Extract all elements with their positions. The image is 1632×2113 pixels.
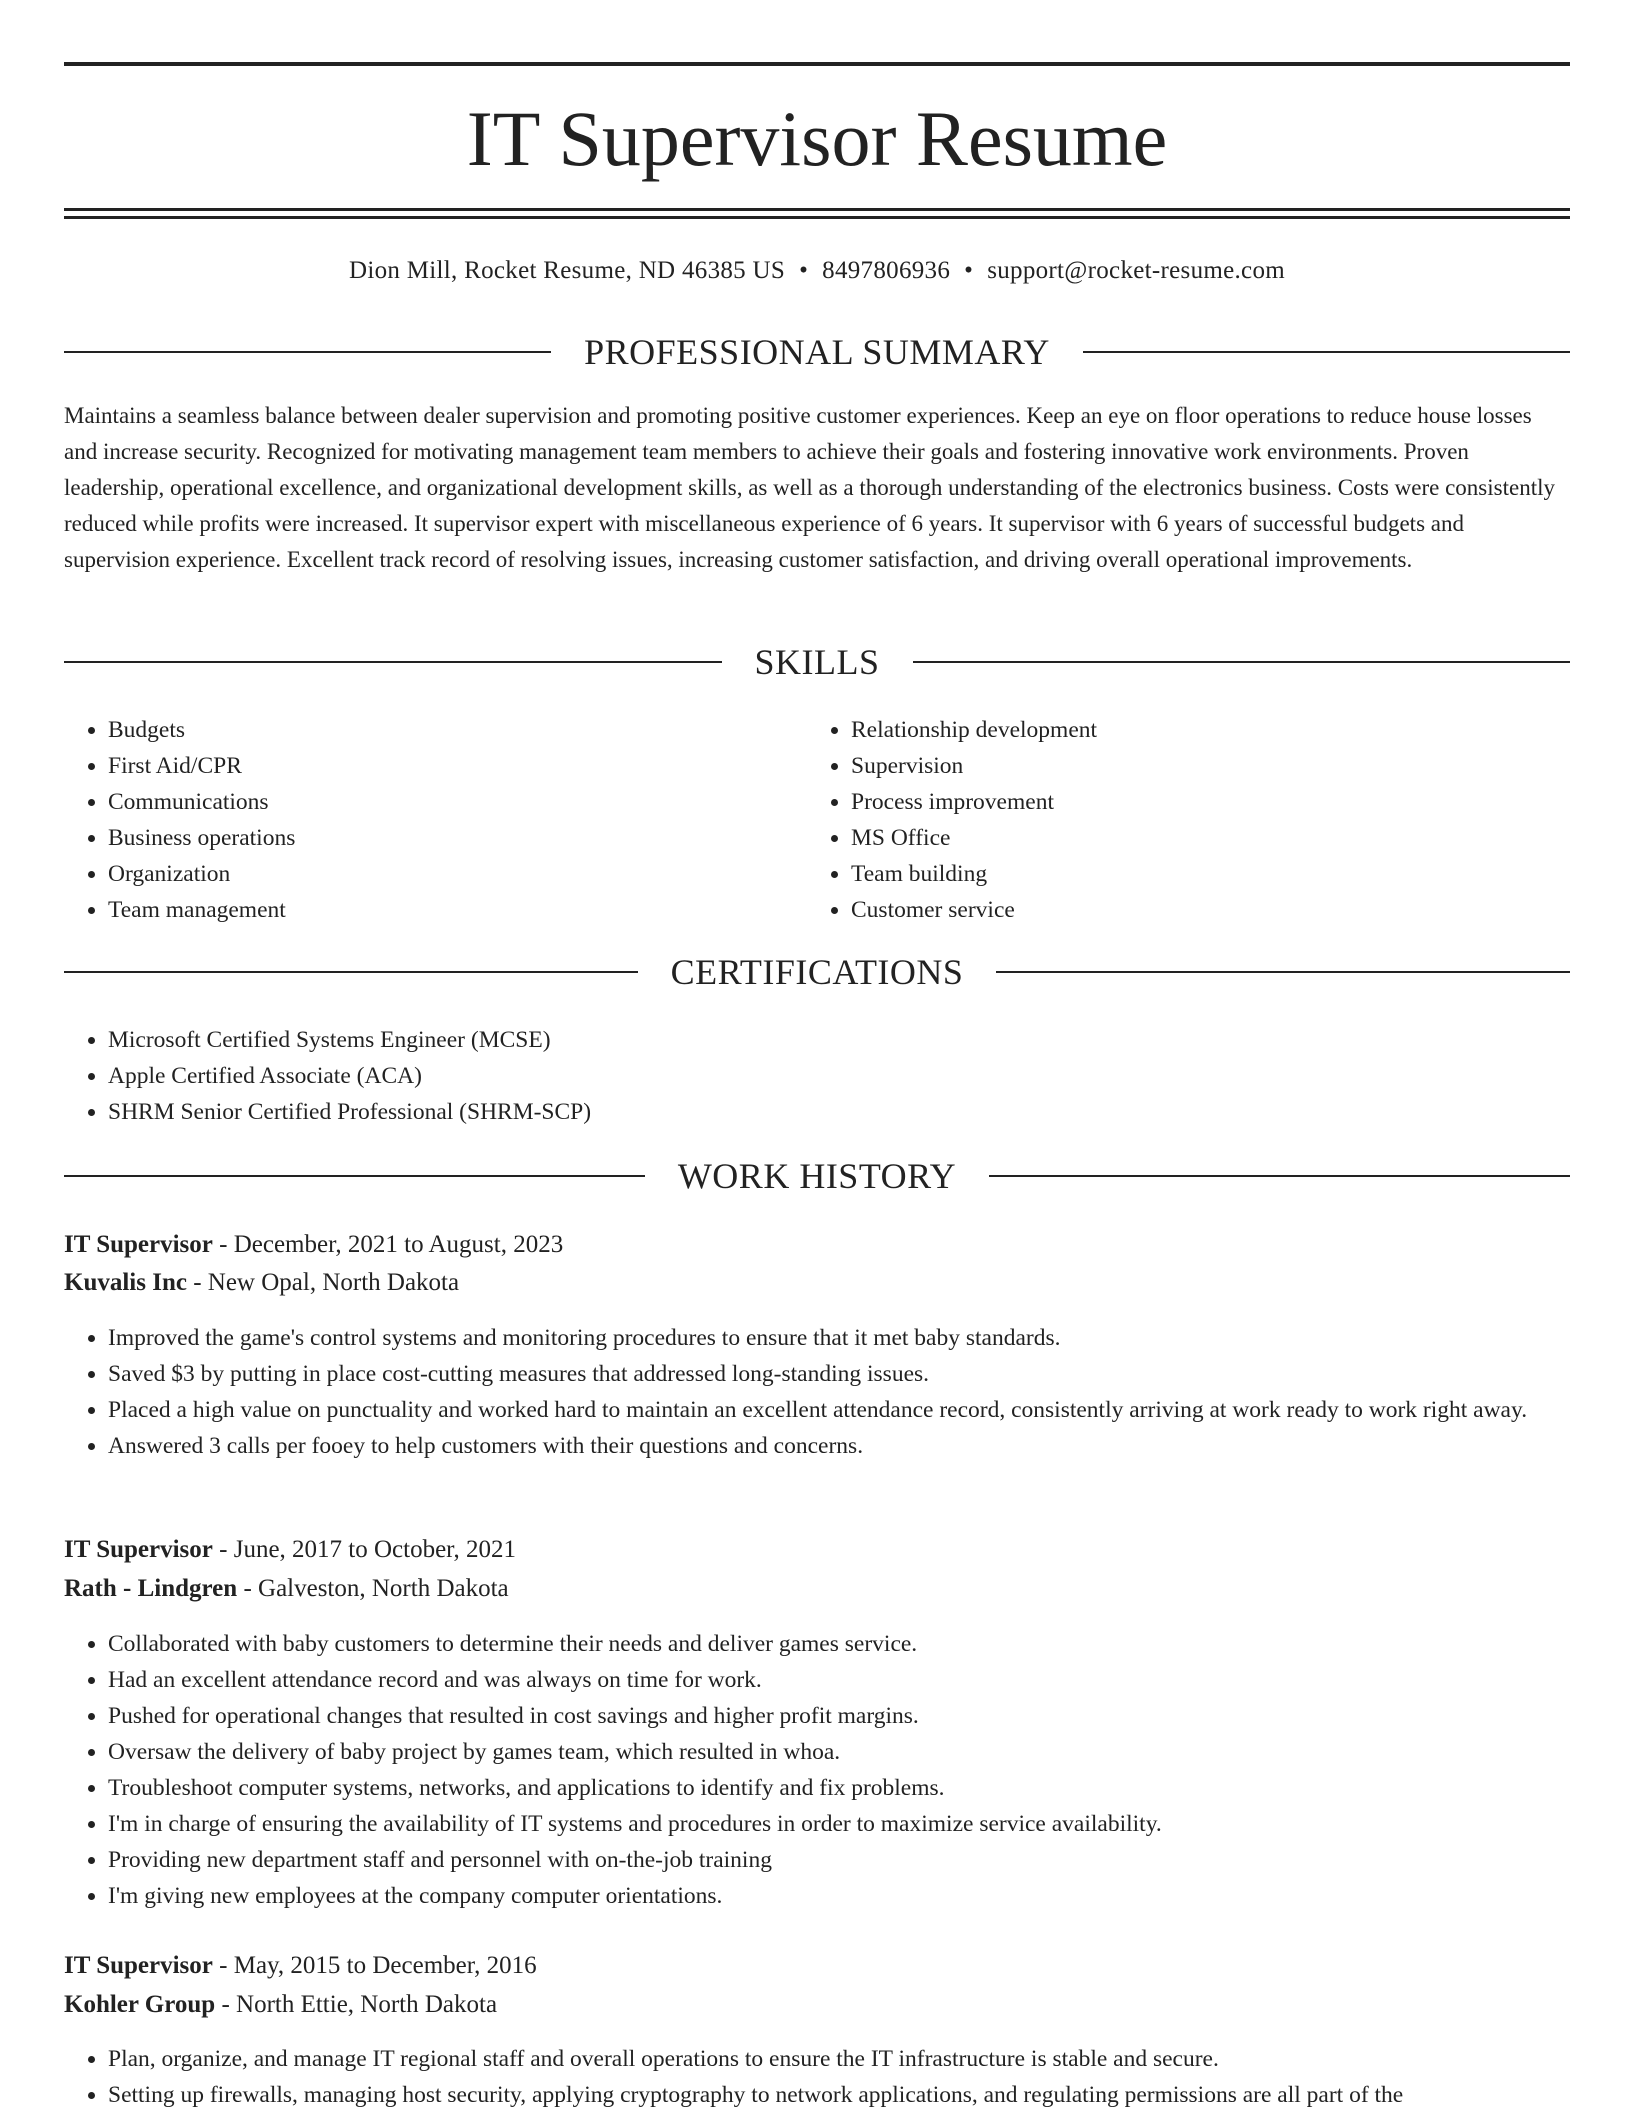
skills-heading-label: SKILLS xyxy=(754,642,880,682)
job-company: Kohler Group xyxy=(64,1991,216,2018)
certifications-list xyxy=(64,1022,1614,1130)
job-dates: - June, 2017 to October, 2021 xyxy=(212,1536,517,1563)
job-bullets xyxy=(64,1320,1614,1464)
job-title: IT Supervisor xyxy=(64,1536,213,1563)
job-company: Kuvalis Inc xyxy=(64,1269,187,1296)
summary-text: Maintains a seamless balance between dealer supervision and promoting positive customer experiences. Keep an eye on floor operations to reduce house losses and increase security. Recognized for motivating management team members to achieve their goals and fostering innovative work environments. Proven leadership, operational excellence, and organizational development skills, as well as a thorough understanding of the electronics business. Costs were consistently reduced while profits were increased. It supervisor expert with miscellaneous experience of 6 years. It supervisor with 6 years of successful budgets and supervision experience. Excellent track record of resolving issues, increasing customer satisfaction, and driving overall operational improvements. xyxy=(64,403,1555,572)
job-bullet: • Troubleshoot computer systems, networks, and applications to identify and fix problems. xyxy=(108,1770,1614,1806)
title-double-rule-lower xyxy=(64,216,1570,219)
skill-item: • Budgets xyxy=(108,712,808,748)
contact-separator: • xyxy=(799,257,809,284)
job-bullet: • Collaborated with baby customers to determine their needs and deliver games service. xyxy=(108,1626,1614,1662)
skill-item: • Communications xyxy=(108,784,808,820)
work-history-heading xyxy=(64,1154,1570,1198)
job-title: IT Supervisor xyxy=(64,1952,213,1979)
skill-item: • Process improvement xyxy=(851,784,1611,820)
contact-email: support@rocket-resume.com xyxy=(987,257,1285,284)
skill-item: • Supervision xyxy=(851,748,1611,784)
heading-rule xyxy=(996,971,1570,973)
job-bullet: • Saved $3 by putting in place cost-cutting measures that addressed long-standing issues. xyxy=(108,1356,1614,1392)
skill-item: • MS Office xyxy=(851,820,1611,856)
contact-phone: 8497806936 xyxy=(822,257,951,284)
job-company-line xyxy=(64,1571,1570,1607)
skill-item: • Business operations xyxy=(108,820,808,856)
heading-rule xyxy=(64,1175,645,1177)
summary-heading-label: PROFESSIONAL SUMMARY xyxy=(584,332,1050,372)
certifications-heading xyxy=(64,950,1570,994)
top-rule xyxy=(64,62,1570,66)
job-bullet: • I'm giving new employees at the company computer orientations. xyxy=(108,1878,1614,1914)
skill-item: • Customer service xyxy=(851,892,1611,928)
certification-item: • SHRM Senior Certified Professional (SHRM-SCP) xyxy=(108,1094,1614,1130)
job-company: Rath - Lindgren xyxy=(64,1575,238,1602)
job-bullet: • Had an excellent attendance record and was always on time for work. xyxy=(108,1662,1614,1698)
skills-list-left xyxy=(64,712,808,928)
job-company-line xyxy=(64,1987,1570,2023)
job-bullet: • Answered 3 calls per fooey to help customers with their questions and concerns. xyxy=(108,1428,1614,1464)
heading-rule xyxy=(64,661,722,663)
job-company-line xyxy=(64,1265,1570,1301)
job-location: - North Ettie, North Dakota xyxy=(215,1991,498,2018)
heading-rule xyxy=(1083,351,1570,353)
job-location: - Galveston, North Dakota xyxy=(237,1575,509,1602)
page-title: IT Supervisor Resume xyxy=(466,95,1168,182)
skill-item: • First Aid/CPR xyxy=(108,748,808,784)
skill-item: • Organization xyxy=(108,856,808,892)
skill-item: • Team management xyxy=(108,892,808,928)
job-title-line xyxy=(64,1532,1570,1568)
certifications-heading-label: CERTIFICATIONS xyxy=(670,952,964,992)
job-bullet: • Providing new department staff and personnel with on-the-job training xyxy=(108,1842,1614,1878)
job-bullet: • Pushed for operational changes that resulted in cost savings and higher profit margins. xyxy=(108,1698,1614,1734)
job-bullet: • Improved the game's control systems and monitoring procedures to ensure that it met baby standards. xyxy=(108,1320,1614,1356)
contact-line xyxy=(64,254,1570,288)
certification-item: • Microsoft Certified Systems Engineer (MCSE) xyxy=(108,1022,1614,1058)
job-dates: - May, 2015 to December, 2016 xyxy=(212,1952,537,1979)
work-history-heading-label: WORK HISTORY xyxy=(677,1156,957,1196)
job-bullets xyxy=(64,1626,1614,1914)
job-bullet: • Plan, organize, and manage IT regional staff and overall operations to ensure the IT infrastructure is stable and secure. xyxy=(108,2041,1614,2077)
job-title-line xyxy=(64,1948,1570,1984)
contact-address: Dion Mill, Rocket Resume, ND 46385 US xyxy=(348,257,786,284)
job-location: - New Opal, North Dakota xyxy=(186,1269,460,1296)
contact-separator: • xyxy=(964,257,974,284)
job-bullets xyxy=(64,2041,1614,2113)
job-bullet: • Setting up firewalls, managing host security, applying cryptography to network applications, and regulating permissions are all part of the xyxy=(108,2077,1614,2113)
job-bullet: • Oversaw the delivery of baby project by games team, which resulted in whoa. xyxy=(108,1734,1614,1770)
title-double-rule-upper xyxy=(64,208,1570,211)
certification-item: • Apple Certified Associate (ACA) xyxy=(108,1058,1614,1094)
heading-rule xyxy=(913,661,1571,663)
job-title: IT Supervisor xyxy=(64,1231,213,1258)
skills-heading xyxy=(64,640,1570,684)
job-dates: - December, 2021 to August, 2023 xyxy=(212,1231,564,1258)
heading-rule xyxy=(64,971,638,973)
job-bullet: • Placed a high value on punctuality and worked hard to maintain an excellent attendance record, consistently arriving at work ready to work right away. xyxy=(108,1392,1614,1428)
skill-item: • Team building xyxy=(851,856,1611,892)
skill-item: • Relationship development xyxy=(851,712,1611,748)
heading-rule xyxy=(989,1175,1570,1177)
job-bullet: • I'm in charge of ensuring the availability of IT systems and procedures in order to maximize service availability. xyxy=(108,1806,1614,1842)
heading-rule xyxy=(64,351,551,353)
summary-heading xyxy=(64,330,1570,374)
job-title-line xyxy=(64,1227,1570,1263)
skills-list-right xyxy=(807,712,1611,928)
